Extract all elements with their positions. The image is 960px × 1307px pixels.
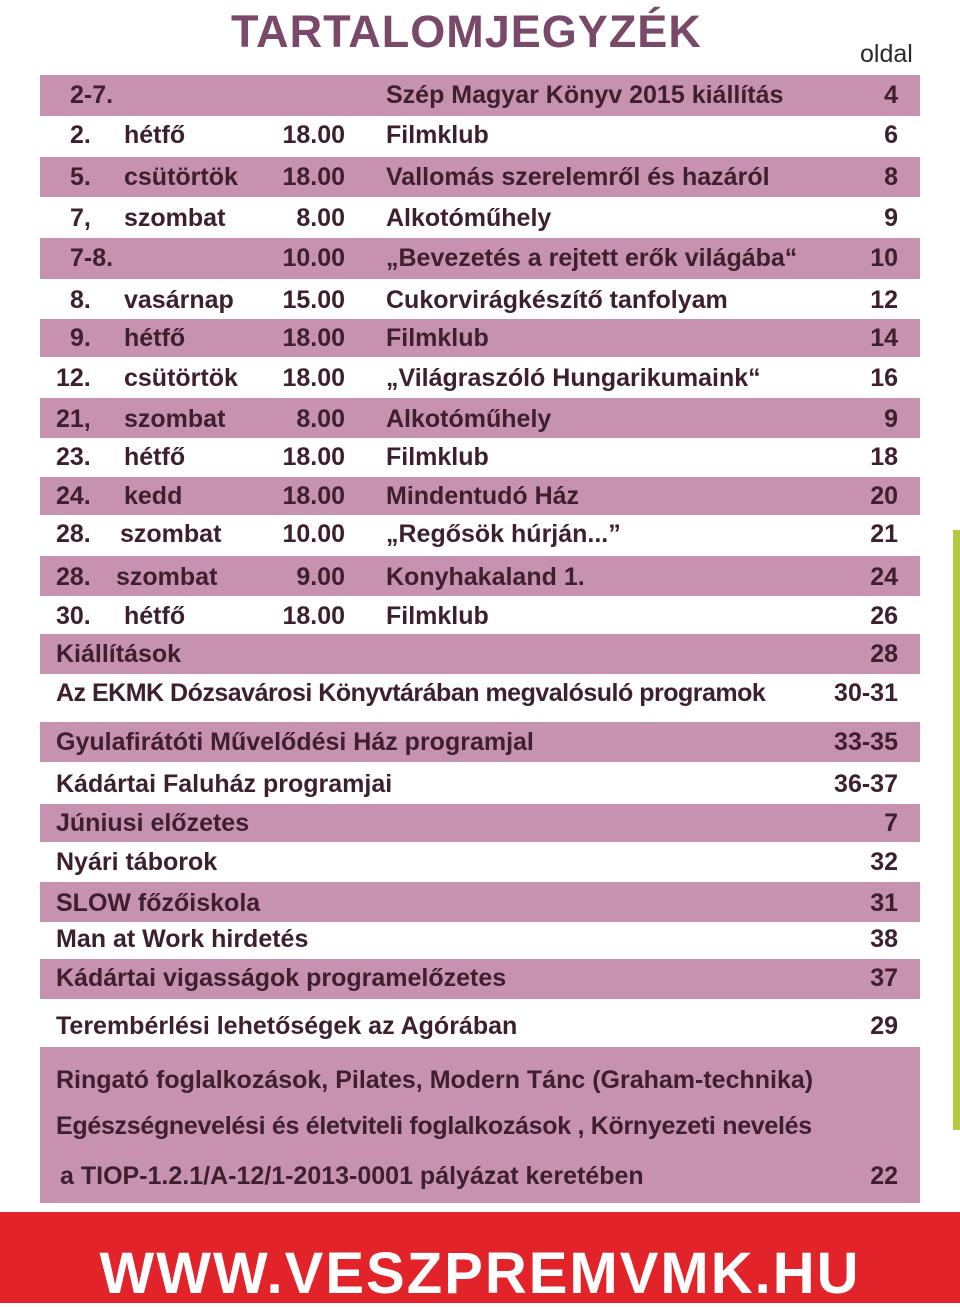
section-label: Az EKMK Dózsavárosi Könyvtárában megvalósuló programok [56, 679, 766, 707]
row-weekday: hétfő [124, 121, 186, 149]
row-page: 9 [884, 405, 898, 433]
page-title: TARTALOMJEGYZÉK [231, 6, 702, 57]
row-event: Konyhakaland 1. [386, 563, 585, 591]
section-row[interactable] [40, 634, 920, 674]
page-column-label: oldal [860, 40, 913, 68]
section-row[interactable] [40, 1006, 920, 1046]
row-event: Filmklub [386, 602, 489, 630]
row-time: 15.00 [282, 286, 345, 314]
section-label: SLOW főzőiskola [56, 889, 261, 917]
toc-row[interactable] [40, 198, 920, 238]
section-row[interactable] [40, 764, 920, 802]
row-day: 28. [56, 563, 91, 591]
row-day: 9. [70, 324, 91, 352]
programs-box[interactable] [40, 1047, 920, 1203]
row-weekday: szombat [124, 204, 226, 232]
row-page: 21 [870, 520, 898, 548]
row-weekday: szombat [124, 405, 226, 433]
row-time: 18.00 [282, 324, 345, 352]
toc-row[interactable] [40, 358, 920, 398]
row-page: 24 [870, 563, 898, 591]
row-day: 30. [56, 602, 91, 630]
section-page: 30-31 [834, 679, 898, 707]
row-event: Filmklub [386, 121, 489, 149]
section-row[interactable] [40, 882, 920, 922]
row-day: 2-7. [70, 81, 114, 109]
row-time: 18.00 [282, 602, 345, 630]
row-weekday: szombat [116, 563, 218, 591]
section-page: 31 [870, 889, 898, 917]
footer-url-link[interactable]: WWW.VESZPREMVMK.HU [99, 1241, 861, 1306]
row-event: Filmklub [386, 324, 489, 352]
section-label: Júniusi előzetes [56, 809, 250, 837]
row-weekday: csütörtök [124, 163, 238, 191]
row-day: 24. [56, 482, 91, 510]
row-time: 9.00 [296, 563, 345, 591]
section-row[interactable] [40, 674, 920, 714]
box-line-3: a TIOP-1.2.1/A-12/1-2013-0001 pályázat keretében [60, 1162, 644, 1190]
toc-row[interactable] [40, 398, 920, 438]
section-page: 38 [870, 925, 898, 953]
row-day: 7-8. [70, 244, 114, 272]
box-line-1: Ringató foglalkozások, Pilates, Modern Tánc (Graham-technika) [56, 1066, 814, 1094]
section-label: Man at Work hirdetés [56, 925, 309, 953]
toc-row[interactable] [40, 319, 920, 357]
row-weekday: hétfő [124, 324, 186, 352]
row-event: „Bevezetés a rejtett erők világába“ [386, 244, 798, 272]
row-event: Alkotóműhely [386, 405, 552, 433]
section-row[interactable] [40, 804, 920, 842]
row-page: 9 [884, 204, 898, 232]
row-page: 26 [870, 602, 898, 630]
row-weekday: vasárnap [124, 286, 234, 314]
row-time: 18.00 [282, 482, 345, 510]
row-event: Filmklub [386, 443, 489, 471]
row-page: 10 [870, 244, 898, 272]
toc-row[interactable] [40, 477, 920, 515]
section-label: Nyári táborok [56, 848, 218, 876]
section-page: 33-35 [834, 728, 898, 756]
row-day: 8. [70, 286, 91, 314]
section-label: Kiállítások [56, 640, 182, 668]
toc-row[interactable] [40, 157, 920, 197]
toc-row[interactable] [40, 75, 920, 116]
row-page: 6 [884, 121, 898, 149]
row-page: 18 [870, 443, 898, 471]
row-event: „Regősök húrján...” [386, 520, 621, 548]
row-event: Szép Magyar Könyv 2015 kiállítás [386, 81, 784, 109]
row-time: 8.00 [296, 405, 345, 433]
section-row[interactable] [40, 722, 920, 762]
row-weekday: szombat [120, 520, 222, 548]
box-page: 22 [870, 1162, 898, 1190]
row-time: 8.00 [296, 204, 345, 232]
section-page: 7 [884, 809, 898, 837]
toc-row[interactable] [40, 280, 920, 318]
row-page: 8 [884, 163, 898, 191]
row-page: 4 [884, 81, 898, 109]
row-day: 5. [70, 163, 91, 191]
section-row[interactable] [40, 959, 920, 999]
row-day: 28. [56, 520, 91, 548]
toc-row[interactable] [40, 438, 920, 476]
section-page: 28 [870, 640, 898, 668]
row-day: 12. [56, 364, 91, 392]
section-page: 32 [870, 848, 898, 876]
row-page: 16 [870, 364, 898, 392]
row-day: 21, [56, 405, 91, 433]
row-page: 20 [870, 482, 898, 510]
toc-row[interactable] [40, 116, 920, 156]
row-page: 12 [870, 286, 898, 314]
section-page: 36-37 [834, 770, 898, 798]
row-time: 18.00 [282, 163, 345, 191]
row-page: 14 [870, 324, 898, 352]
section-label: Gyulafirátóti Művelődési Ház programjal [56, 728, 534, 756]
row-weekday: csütörtök [124, 364, 238, 392]
row-weekday: hétfő [124, 443, 186, 471]
box-line-2: Egészségnevelési és életviteli foglalkozások , Környezeti nevelés [56, 1112, 812, 1140]
section-label: Kádártai vigasságok programelőzetes [56, 964, 507, 992]
row-event: Vallomás szerelemről és hazáról [386, 163, 770, 191]
row-weekday: hétfő [124, 602, 186, 630]
row-time: 18.00 [282, 121, 345, 149]
row-day: 2. [70, 121, 91, 149]
row-day: 7, [70, 204, 91, 232]
section-label: Kádártai Faluház programjai [56, 770, 393, 798]
section-row[interactable] [40, 922, 920, 958]
row-event: „Világraszóló Hungarikumaink“ [386, 364, 761, 392]
row-time: 10.00 [282, 520, 345, 548]
row-event: Mindentudó Ház [386, 482, 580, 510]
section-row[interactable] [40, 843, 920, 881]
row-time: 18.00 [282, 364, 345, 392]
row-time: 10.00 [282, 244, 345, 272]
toc-row[interactable] [40, 597, 920, 633]
row-day: 23. [56, 443, 91, 471]
section-label: Terembérlési lehetőségek az Agórában [56, 1012, 518, 1040]
accent-bar [953, 530, 960, 1130]
row-time: 18.00 [282, 443, 345, 471]
row-event: Cukorvirágkészítő tanfolyam [386, 286, 728, 314]
toc-row[interactable] [40, 556, 920, 596]
section-page: 29 [870, 1012, 898, 1040]
section-page: 37 [870, 964, 898, 992]
row-event: Alkotóműhely [386, 204, 552, 232]
toc-row[interactable] [40, 515, 920, 555]
row-weekday: kedd [124, 482, 183, 510]
toc-row[interactable] [40, 238, 920, 279]
